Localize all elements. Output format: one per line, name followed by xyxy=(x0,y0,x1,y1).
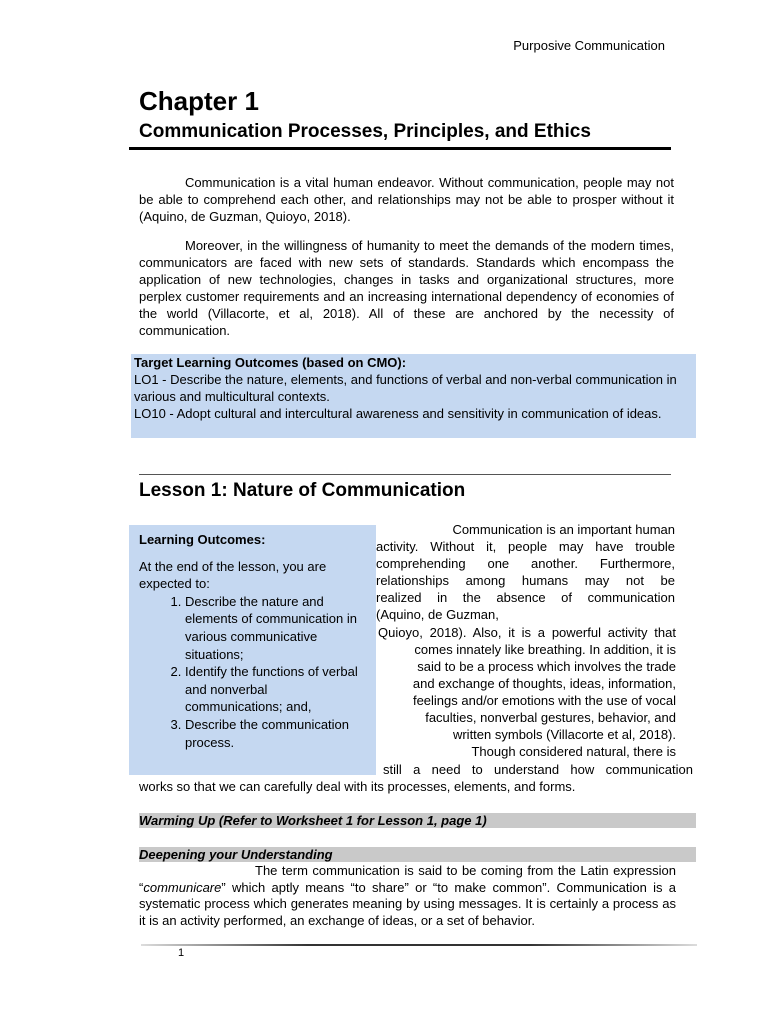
body-line: faculties, nonverbal gestures, behavior, and xyxy=(425,710,676,725)
target-outcomes-heading: Target Learning Outcomes (based on CMO): xyxy=(134,355,407,370)
deepening-paragraph: The term communication is said to be coming from the Latin expression “communicare” which aptly means “to share” or “to make common”. Communication is a systematic process which generates meaning by using messages. It is certainly a process as it is an activity performed, an exchange of ideas, or a set of behavior. xyxy=(139,863,676,928)
body-line: comprehending one another. Furthermore, xyxy=(376,556,675,571)
page-number: 1 xyxy=(178,947,185,959)
learning-outcomes-heading: Learning Outcomes: xyxy=(139,532,266,547)
body-line: comes innately like breathing. In addition, it is xyxy=(414,642,676,657)
chapter-subtitle: Communication Processes, Principles, and Ethics xyxy=(139,121,591,142)
outcome-lo10: LO10 - Adopt cultural and intercultural awareness and sensitivity in communication of ideas. xyxy=(134,406,662,421)
body-line: relationships among humans may not be xyxy=(376,573,675,588)
latin-term: communicare xyxy=(143,879,222,895)
chapter-divider xyxy=(129,147,671,150)
intro-paragraph-2: Moreover, in the willingness of humanity to meet the demands of the modern times, communicators are faced with new sets of standards. Standards which encompass the application of new technologies, changes in tasks and organizational structures, more perplex customer requirements and an increasing international dependency of economies of the world (Villacorte, et al, 2018). All of these are anchored by the necessity of communication. xyxy=(139,238,674,338)
body-line: realized in the absence of communication xyxy=(376,590,675,605)
footer-divider xyxy=(141,944,697,946)
body-line: activity. Without it, people may have trouble xyxy=(376,539,675,554)
list-item: 2. Identify the functions of verbal and nonverbal communications; and, xyxy=(185,663,366,716)
body-line: works so that we can carefully deal with its processes, elements, and forms. xyxy=(139,779,576,794)
running-header: Purposive Communication xyxy=(513,38,665,53)
body-line: (Aquino, de Guzman, xyxy=(376,607,499,622)
warming-up-heading: Warming Up (Refer to Worksheet 1 for Lesson 1, page 1) xyxy=(139,813,696,828)
outcome-lo1: LO1 - Describe the nature, elements, and functions of verbal and non-verbal communication in various and multicultural contexts. xyxy=(134,372,677,404)
intro-paragraph-1: Communication is a vital human endeavor. Without communication, people may not be able to comprehend each other, and relationships may not be able to prosper without it (Aquino, de Guzman, Quioyo, 2018). xyxy=(139,175,674,224)
body-line: said to be a process which involves the trade xyxy=(417,659,676,674)
body-line: Quioyo, 2018). Also, it is a powerful activity that xyxy=(378,625,676,640)
body-line: written symbols (Villacorte et al, 2018). xyxy=(452,727,676,742)
learning-outcomes-intro: At the end of the lesson, you are expected to: xyxy=(139,558,327,592)
deepening-heading: Deepening your Understanding xyxy=(139,847,696,862)
body-line: Communication is an important human xyxy=(452,522,675,537)
chapter-title: Chapter 1 xyxy=(139,86,259,116)
list-item: 1. Describe the nature and elements of communication in various communicative situations; xyxy=(185,593,366,663)
body-line: Though considered natural, there is xyxy=(471,744,676,759)
lesson-divider xyxy=(139,474,671,475)
learning-outcomes-box xyxy=(129,525,376,775)
body-line: feelings and/or emotions with the use of vocal xyxy=(412,693,676,708)
target-learning-outcomes-box xyxy=(131,354,696,438)
body-line: and exchange of thoughts, ideas, information, xyxy=(412,676,676,691)
learning-outcomes-list xyxy=(139,593,366,751)
lesson-title: Lesson 1: Nature of Communication xyxy=(139,480,466,501)
list-item: 3. Describe the communication process. xyxy=(185,716,366,751)
body-line: still a need to understand how communication xyxy=(383,762,693,777)
